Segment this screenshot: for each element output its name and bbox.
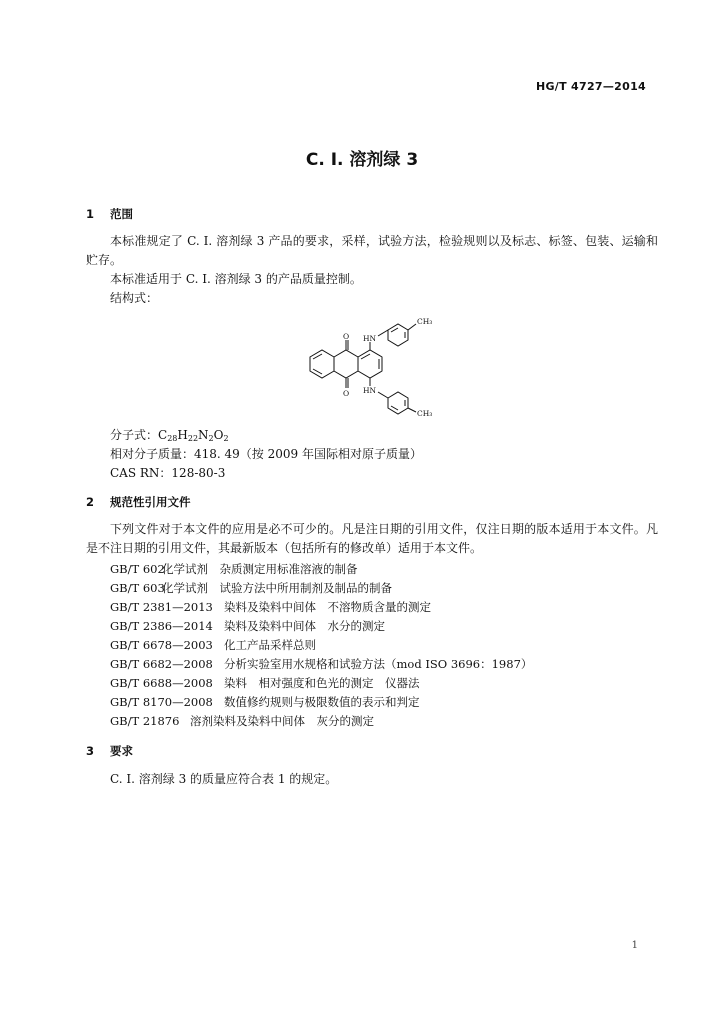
reference-item: GB/T 6678—2003 化工产品采样总则 — [110, 638, 316, 652]
section-number: 3 — [86, 744, 95, 758]
o-top-label: O — [343, 332, 350, 341]
reference-item: GB/T 602化学试剂 杂质测定用标准溶液的制备 — [110, 562, 358, 576]
reference-item: GB/T 21876 溶剂染料及染料中间体 灰分的测定 — [110, 714, 374, 728]
hn-bottom-label: HN — [363, 386, 377, 395]
section-2-heading — [86, 494, 191, 510]
section-1-heading — [86, 206, 133, 222]
reference-item: GB/T 8170—2008 数值修约规则与极限数值的表示和判定 — [110, 695, 420, 709]
section-title: 要求 — [110, 744, 133, 758]
standard-number: HG/T 4727—2014 — [535, 80, 646, 93]
o-bottom-label: O — [343, 389, 350, 398]
document-title: C. I. 溶剂绿 3 — [305, 150, 419, 170]
hn-top-label: HN — [363, 334, 377, 343]
reference-item: GB/T 2381—2013 染料及染料中间体 不溶物质含量的测定 — [110, 600, 431, 614]
page-number: 1 — [631, 940, 638, 951]
structure-label: 结构式： — [110, 291, 159, 305]
section-title: 规范性引用文件 — [110, 495, 191, 509]
section-3-heading — [86, 743, 133, 759]
normative-intro: 下列文件对于本文件的应用是必不可少的。凡是注日期的引用文件，仅注日期的版本适用于本文件。凡是不注日期的引用文件，其最新版本（包括所有的修改单）适用于本文件。 — [86, 522, 658, 555]
structural-formula — [300, 312, 440, 422]
section-number: 2 — [86, 495, 95, 509]
section-number: 1 — [86, 207, 95, 221]
applicability-paragraph: 本标准适用于 C. I. 溶剂绿 3 的产品质量控制。 — [110, 272, 362, 286]
ch3-bottom-label: CH₃ — [417, 409, 433, 418]
reference-item: GB/T 6682—2008 分析实验室用水规格和试验方法（mod ISO 3696：1987） — [110, 657, 533, 671]
molecular-formula: 分子式：$C_{28}H_{22}N_2O_2$ — [110, 428, 229, 443]
reference-item: GB/T 603化学试剂 试验方法中所用制剂及制品的制备 — [110, 581, 392, 595]
scope-paragraph: 本标准规定了 C. I. 溶剂绿 3 产品的要求，采样，试验方法，检验规则以及标志、标签、包装、运输和贮存。 — [86, 234, 658, 267]
requirements-paragraph: C. I. 溶剂绿 3 的质量应符合表 1 的规定。 — [110, 772, 338, 786]
reference-item: GB/T 6688—2008 染料 相对强度和色光的测定 仪器法 — [110, 676, 420, 690]
section-title: 范围 — [110, 207, 133, 221]
ch3-top-label: CH₃ — [417, 317, 433, 326]
molecular-mass: 相对分子质量：418. 49（按 2009 年国际相对原子质量） — [110, 447, 422, 461]
cas-number: CAS RN：128-80-3 — [110, 466, 226, 480]
reference-item: GB/T 2386—2014 染料及染料中间体 水分的测定 — [110, 619, 385, 633]
central-ring — [334, 350, 358, 378]
